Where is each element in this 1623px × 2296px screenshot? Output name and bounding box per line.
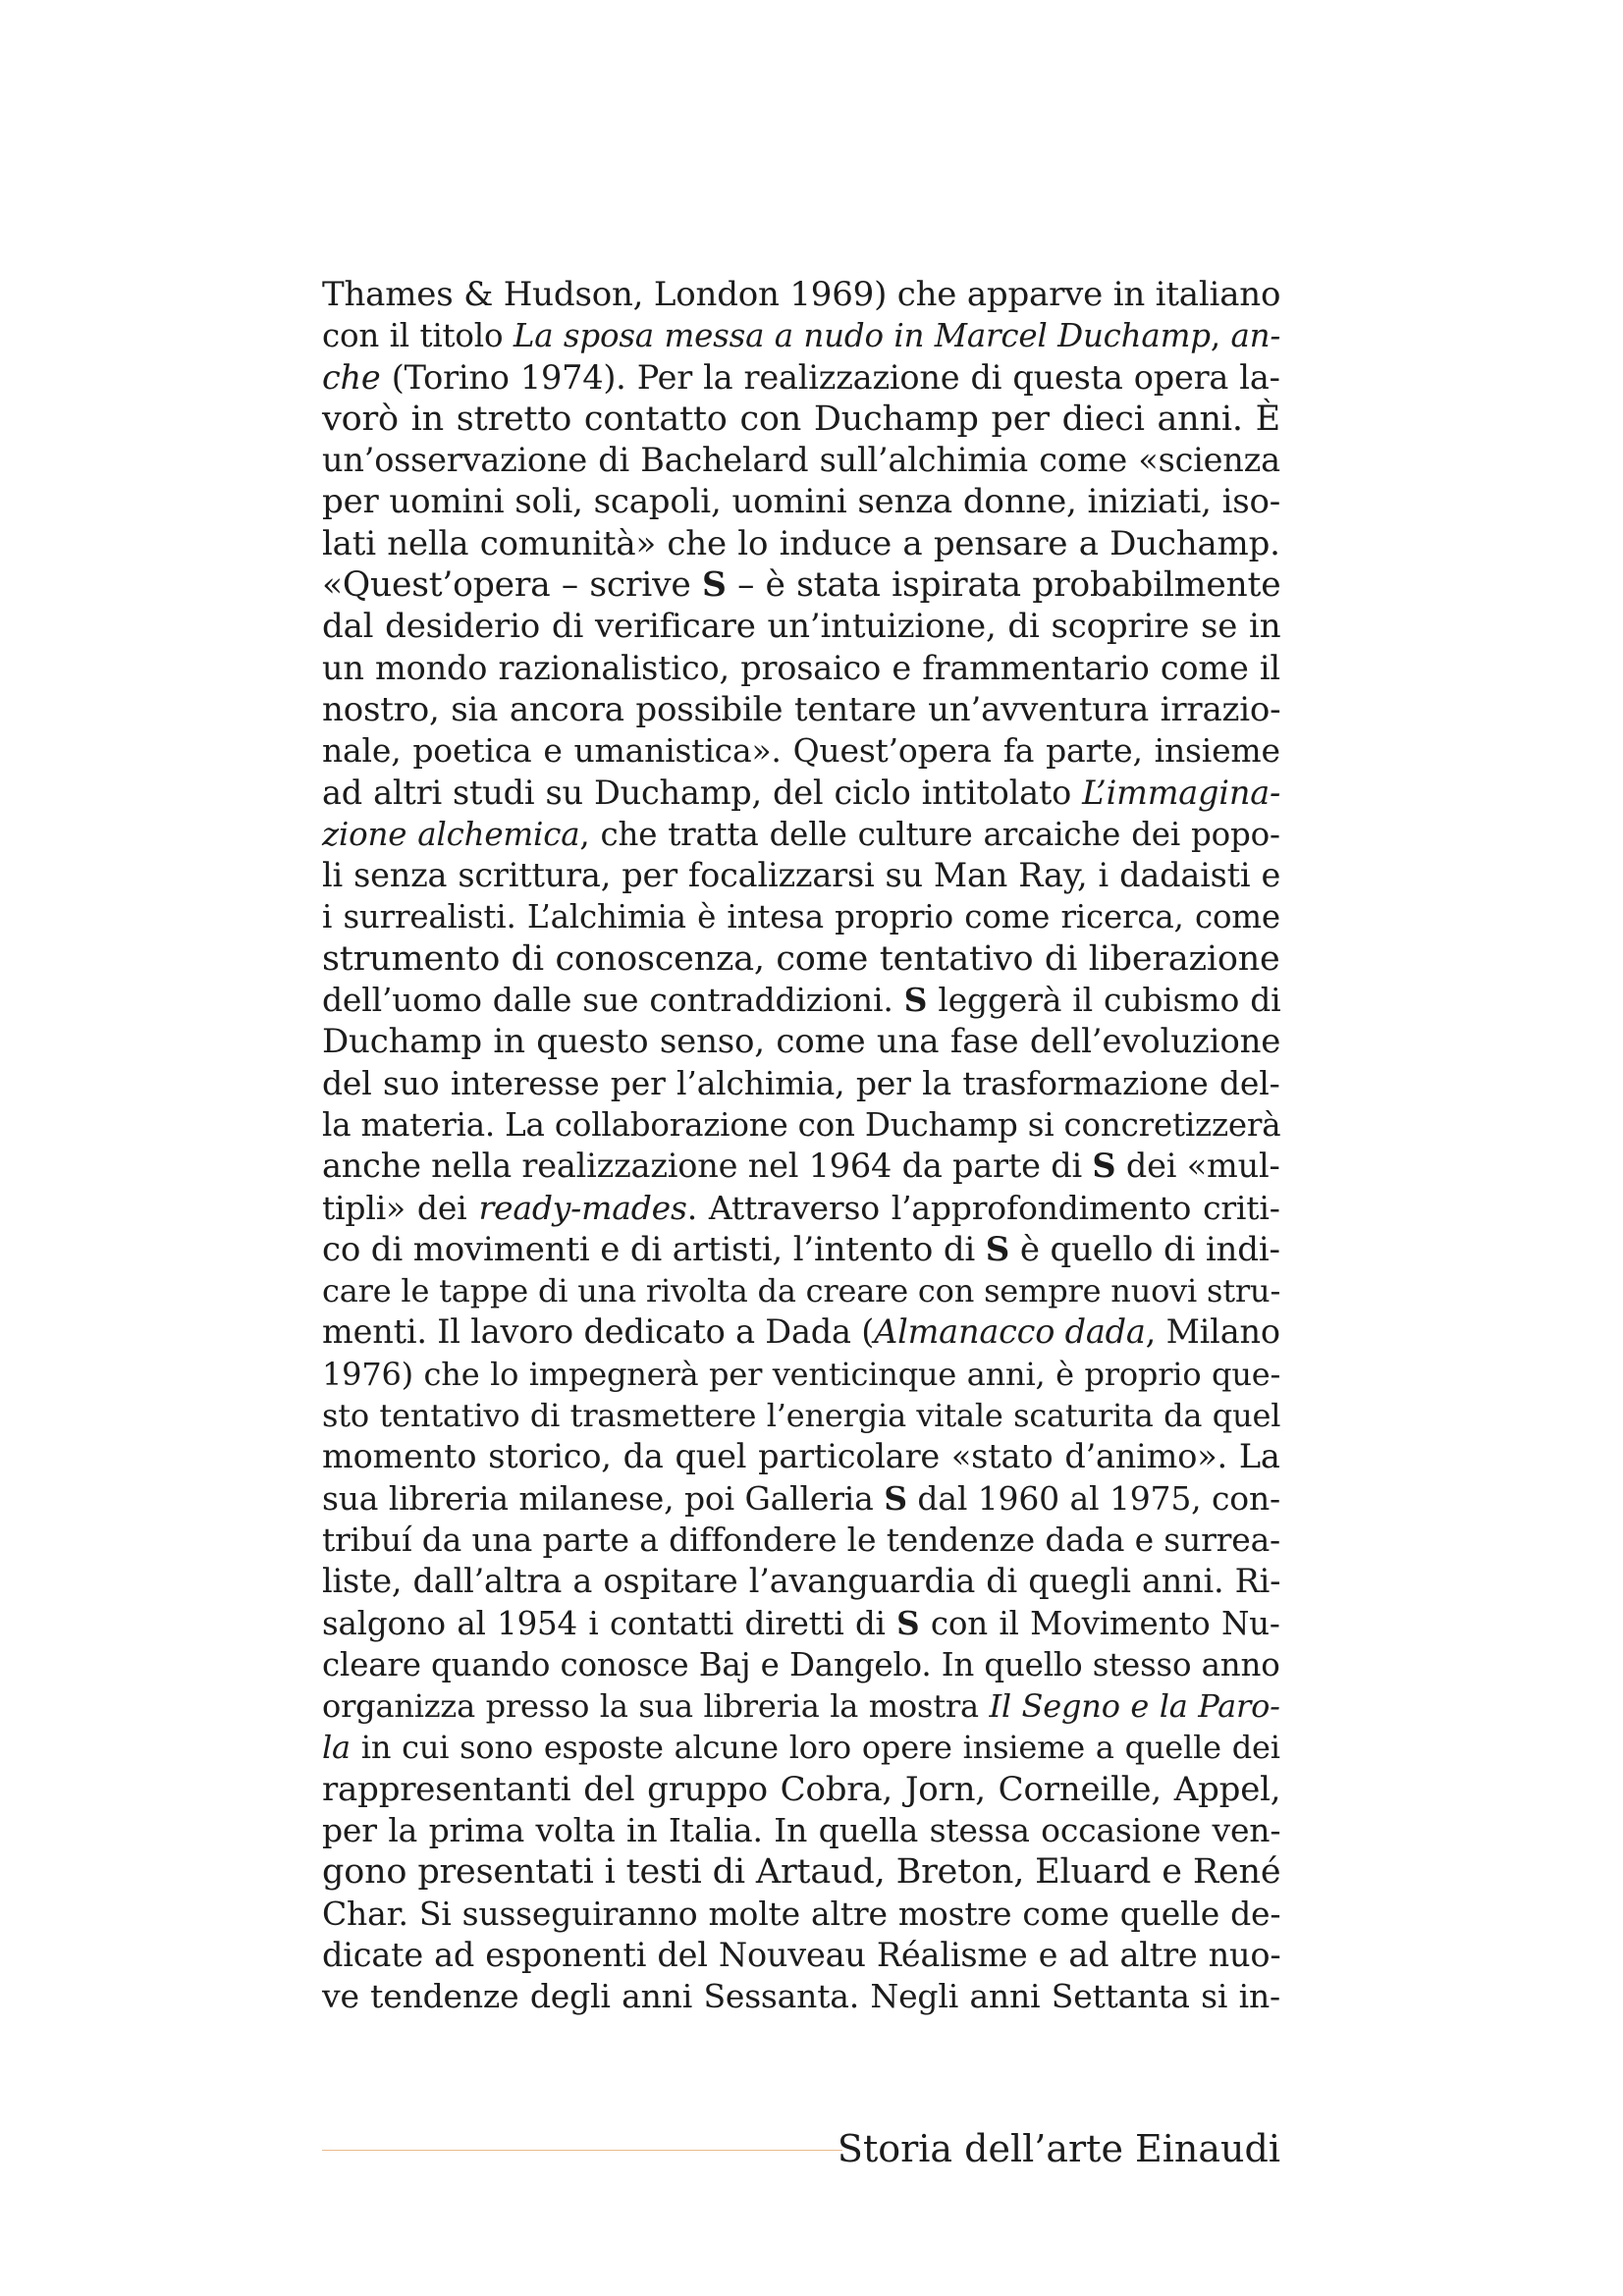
bold-text: S bbox=[884, 1478, 907, 1518]
text-run: dicate ad esponenti del Nouveau Réalisme e ad altre nuo- bbox=[322, 1935, 1281, 1974]
text-line bbox=[322, 855, 1280, 896]
text-line bbox=[322, 689, 1280, 730]
text-run: anche nella realizzazione nel 1964 da parte di bbox=[322, 1147, 1093, 1186]
text-run: salgono al 1954 i contatti diretti di bbox=[322, 1604, 897, 1642]
page-footer bbox=[322, 2123, 1280, 2178]
text-run: li senza scrittura, per focalizzarsi su Man Ray, i dadaisti e bbox=[322, 856, 1281, 895]
text-run: leggerà il cubismo di bbox=[927, 981, 1281, 1020]
text-line bbox=[322, 357, 1280, 399]
text-line bbox=[322, 399, 1280, 440]
text-run: ve tendenze degli anni Sessanta. Negli anni Settanta si in- bbox=[322, 1977, 1280, 2016]
text-line bbox=[322, 1188, 1280, 1229]
text-line bbox=[322, 730, 1280, 772]
text-run: Thames & Hudson, London 1969) che apparve in italiano bbox=[322, 275, 1281, 314]
text-line bbox=[322, 1063, 1280, 1104]
text-line bbox=[322, 1851, 1280, 1893]
text-line bbox=[322, 1685, 1280, 1727]
text-run: . Attraverso l’approfondimento criti- bbox=[686, 1188, 1280, 1227]
text-run: vorò in stretto contatto con Duchamp per dieci anni. È bbox=[322, 399, 1280, 439]
text-run: dal desiderio di verificare un’intuizione, di scoprire se in bbox=[322, 607, 1281, 647]
text-run: i surrealisti. L’alchimia è intesa proprio come ricerca, come bbox=[322, 898, 1280, 936]
bold-text: S bbox=[1092, 1147, 1116, 1186]
text-line bbox=[322, 1104, 1280, 1146]
text-line bbox=[322, 648, 1280, 689]
text-line bbox=[322, 1021, 1280, 1062]
text-line bbox=[322, 814, 1280, 855]
text-run: un mondo razionalistico, prosaico e frammentario come il bbox=[322, 648, 1280, 687]
text-run: strumento di conoscenza, come tentativo di liberazione bbox=[322, 938, 1280, 979]
text-line bbox=[322, 1229, 1280, 1270]
text-run: Char. Si susseguiranno molte altre mostre come quelle de- bbox=[322, 1894, 1281, 1933]
text-run: rappresentanti del gruppo Cobra, Jorn, Corneille, Appel, bbox=[322, 1769, 1281, 1809]
text-run: organizza presso la sua libreria la mostra bbox=[322, 1687, 990, 1726]
text-run: tipli» dei bbox=[322, 1188, 479, 1227]
text-run: sto tentativo di trasmettere l’energia vitale scaturita da quel bbox=[322, 1397, 1281, 1435]
text-run: del suo interesse per l’alchimia, per la trasformazione del- bbox=[322, 1063, 1280, 1102]
text-line bbox=[322, 1603, 1280, 1644]
text-run: con il titolo bbox=[322, 317, 514, 355]
text-line bbox=[322, 1436, 1280, 1477]
italic-text: che bbox=[322, 357, 381, 397]
body-text bbox=[322, 274, 1280, 2017]
text-line bbox=[322, 1270, 1280, 1311]
text-line bbox=[322, 315, 1280, 356]
text-line bbox=[322, 1146, 1280, 1187]
text-line bbox=[322, 523, 1280, 564]
text-run: con il Movimento Nu- bbox=[919, 1604, 1280, 1642]
italic-text: zione alchemica bbox=[322, 815, 580, 853]
text-line bbox=[322, 896, 1280, 937]
italic-text: Almanacco dada bbox=[874, 1312, 1146, 1352]
text-line bbox=[322, 1769, 1280, 1810]
italic-text: L’immagina- bbox=[1082, 773, 1281, 812]
text-line bbox=[322, 1354, 1280, 1395]
text-run: nostro, sia ancora possibile tentare un’avventura irrazio- bbox=[322, 689, 1281, 729]
text-run: tribuí da una parte a diffondere le tendenze dada e surrea- bbox=[322, 1520, 1280, 1559]
text-line bbox=[322, 481, 1280, 522]
text-run: per la prima volta in Italia. In quella stessa occasione ven- bbox=[322, 1810, 1281, 1849]
text-run: un’osservazione di Bachelard sull’alchimia come «scienza bbox=[322, 441, 1280, 480]
text-run: – è stata ispirata probabilmente bbox=[726, 565, 1281, 606]
text-line bbox=[322, 564, 1280, 606]
text-run: menti. Il lavoro dedicato a Dada ( bbox=[322, 1312, 875, 1352]
text-run: dei «mul- bbox=[1115, 1147, 1280, 1186]
text-run: dell’uomo dalle sue contraddizioni. bbox=[322, 981, 904, 1020]
text-run: lati nella comunità» che lo induce a pensare a Duchamp. bbox=[322, 523, 1280, 563]
text-line bbox=[322, 1395, 1280, 1436]
italic-text: an- bbox=[1230, 317, 1281, 355]
text-run: in cui sono esposte alcune loro opere insieme a quelle dei bbox=[350, 1729, 1280, 1767]
text-line bbox=[322, 1976, 1280, 2017]
text-run: (Torino 1974). Per la realizzazione di questa opera la- bbox=[380, 357, 1280, 397]
text-run: Duchamp in questo senso, come una fase dell’evoluzione bbox=[322, 1022, 1281, 1062]
text-run: momento storico, da quel particolare «stato d’animo». La bbox=[322, 1437, 1280, 1476]
text-line bbox=[322, 1810, 1280, 1851]
italic-text: La sposa messa a nudo in Marcel Duchamp bbox=[513, 317, 1211, 355]
italic-text: ready-mades bbox=[478, 1188, 687, 1227]
text-run: gono presentati i testi di Artaud, Breton, Eluard e René bbox=[322, 1852, 1281, 1893]
text-run: care le tappe di una rivolta da creare con sempre nuovi stru- bbox=[322, 1272, 1281, 1310]
text-line bbox=[322, 1935, 1280, 1976]
text-line bbox=[322, 1644, 1280, 1685]
italic-text: la bbox=[322, 1729, 351, 1767]
text-line bbox=[322, 1478, 1280, 1520]
bold-text: S bbox=[701, 565, 727, 606]
footer-title: Storia dell’arte Einaudi bbox=[837, 2127, 1280, 2170]
italic-text: Il Segno e la Paro- bbox=[989, 1687, 1280, 1726]
text-run: liste, dall’altra a ospitare l’avanguardia di quegli anni. Ri- bbox=[322, 1562, 1281, 1601]
text-run: la materia. La collaborazione con Duchamp si concretizzerà bbox=[322, 1105, 1281, 1144]
bold-text: S bbox=[985, 1229, 1010, 1269]
text-run: , Milano bbox=[1145, 1312, 1280, 1352]
text-line bbox=[322, 274, 1280, 315]
text-line bbox=[322, 440, 1280, 481]
bold-text: S bbox=[896, 1603, 920, 1642]
text-line bbox=[322, 980, 1280, 1021]
text-line bbox=[322, 773, 1280, 814]
text-line bbox=[322, 1520, 1280, 1561]
text-line bbox=[322, 1311, 1280, 1353]
text-line bbox=[322, 606, 1280, 647]
text-run: , bbox=[1210, 317, 1231, 355]
text-line bbox=[322, 1561, 1280, 1602]
text-line bbox=[322, 1727, 1280, 1768]
bold-text: S bbox=[903, 981, 928, 1020]
text-run: nale, poetica e umanistica». Quest’opera fa parte, insieme bbox=[322, 731, 1280, 771]
footer-rule bbox=[322, 2150, 842, 2151]
text-run: , che tratta delle culture arcaiche dei popo- bbox=[579, 815, 1280, 853]
text-run: ad altri studi su Duchamp, del ciclo intitolato bbox=[322, 773, 1083, 812]
text-run: co di movimenti e di artisti, l’intento di bbox=[322, 1229, 986, 1269]
text-run: per uomini soli, scapoli, uomini senza donne, iniziati, iso- bbox=[322, 482, 1281, 522]
text-run: sua libreria milanese, poi Galleria bbox=[322, 1478, 885, 1518]
text-line bbox=[322, 1894, 1280, 1935]
text-run: «Quest’opera – scrive bbox=[322, 565, 702, 606]
text-run: 1976) che lo impegnerà per venticinque anni, è proprio que- bbox=[322, 1355, 1281, 1393]
text-run: dal 1960 al 1975, con- bbox=[906, 1478, 1280, 1518]
text-run: è quello di indi- bbox=[1009, 1229, 1280, 1269]
text-line bbox=[322, 938, 1280, 980]
text-run: cleare quando conosce Baj e Dangelo. In quello stesso anno bbox=[322, 1645, 1280, 1683]
